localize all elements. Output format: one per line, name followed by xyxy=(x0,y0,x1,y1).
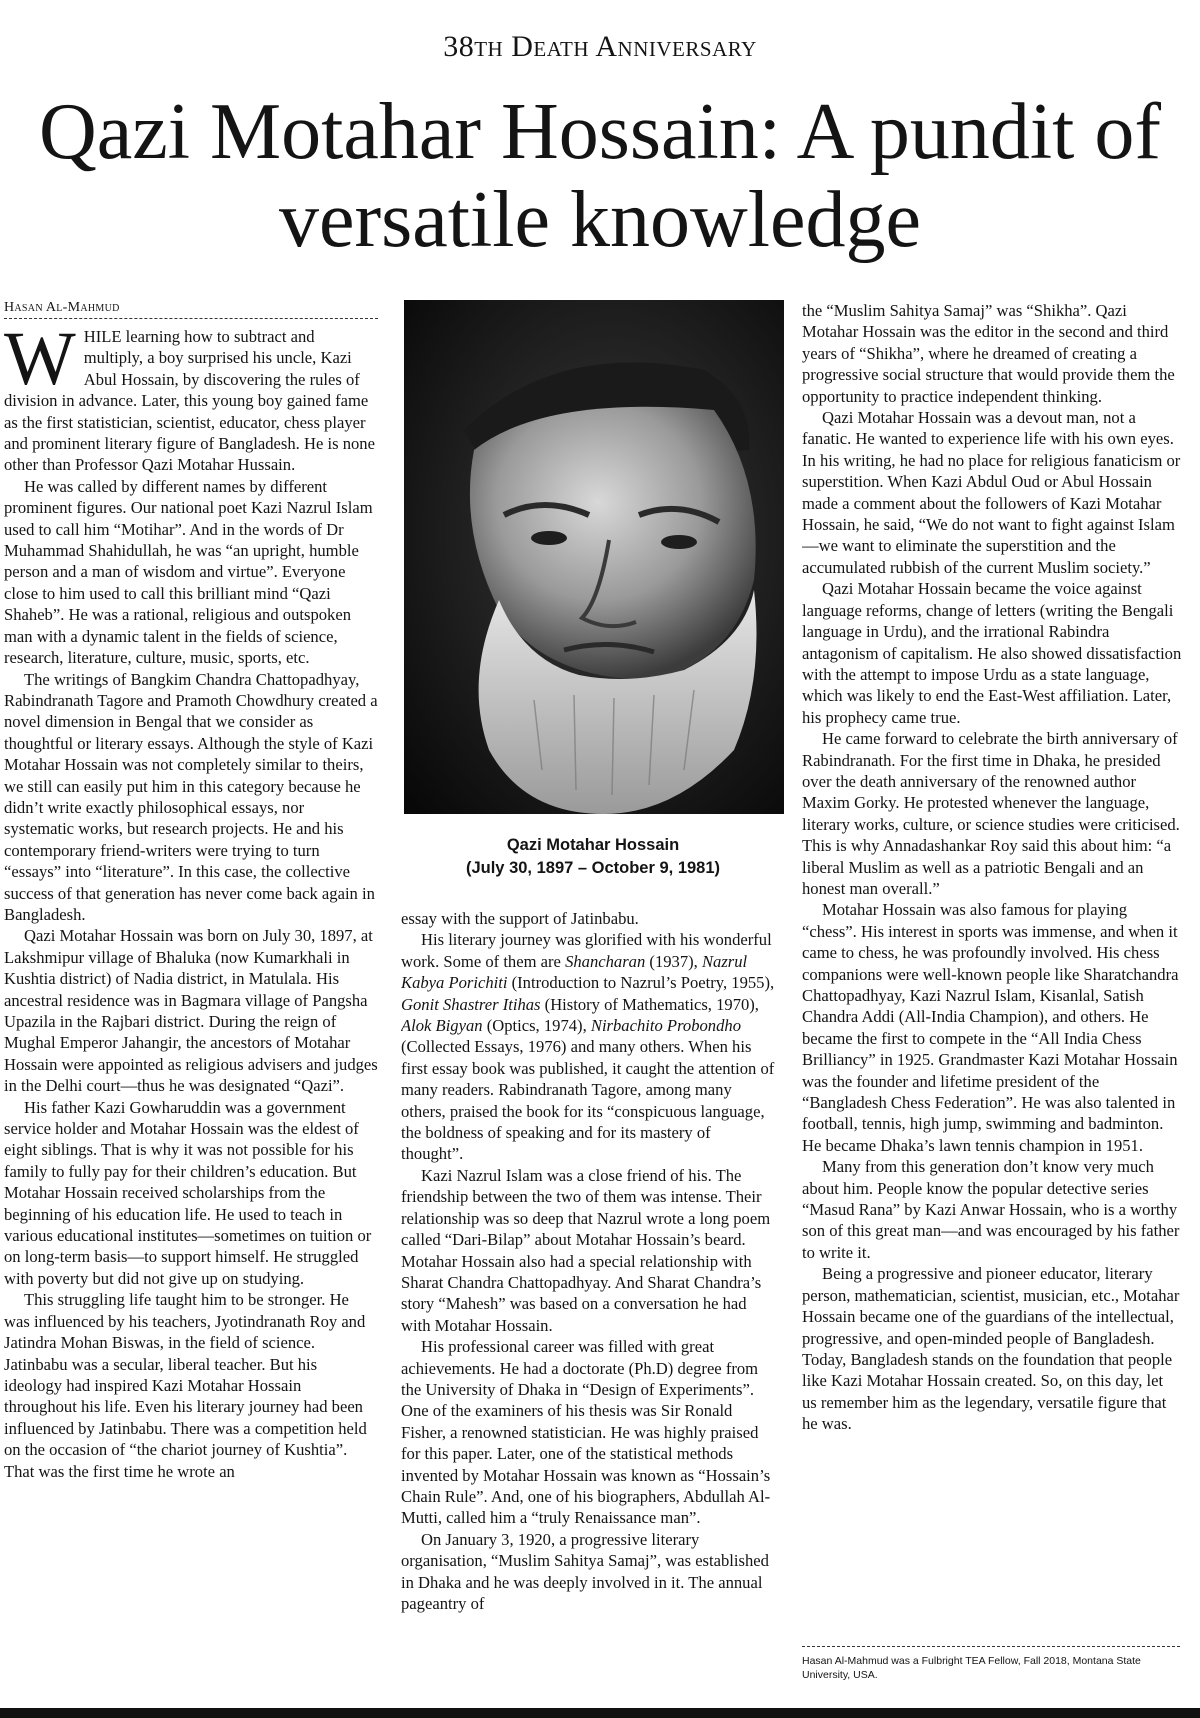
portrait-photo xyxy=(404,300,784,814)
caption-name: Qazi Motahar Hossain xyxy=(506,836,680,854)
article-paragraph: Many from this generation don’t know very much about him. People know the popular detective series “Masud Rana” by Kazi Anwar Hossain, who is a worthy son of this great man—and was encouraged by his father to write it. xyxy=(802,1157,1180,1262)
article-paragraph: Motahar Hossain was also famous for playing “chess”. His interest in sports was immense, and when it came to chess, he was profoundly involved. His chess companions were well-known people like Sharatchandra Chattopadhyay, Kazi Nazrul Islam, Kisanlal, Satish Chandra Addi (All-India Champion), and others. He became the first to compete in the “All India Chess Brilliancy” in 1925. Grandmaster Kazi Motahar Hossain was the founder and lifetime president of the “Bangladesh Chess Federation”. He was also talented in football, tennis, high jump, swimming and badminton. He became Dhaka’s lawn tennis champion in 1951. xyxy=(802,900,1179,1155)
caption-dates: (July 30, 1897 – October 9, 1981) xyxy=(465,859,721,877)
author-footnote: Hasan Al-Mahmud was a Fulbright TEA Fellow, Fall 2018, Montana State University, USA. xyxy=(802,1655,1141,1681)
article-paragraph: Qazi Motahar Hossain became the voice against language reforms, change of letters (writing the Bengali language in Urdu), and the irrational Rabindra antagonism of capitalism. He also showed dissatisfaction with the attempt to impose Urdu as a state language, which was likely to end the East-West affiliation. Later, his prophecy came true. xyxy=(802,579,1182,727)
byline-divider xyxy=(4,318,378,319)
article-paragraph: He came forward to celebrate the birth anniversary of Rabindranath. For the first time in Dhaka, he presided over the death anniversary of the renowned author Maxim Gorky. He protested whenever the language, literary works, culture, or science studies were criticised. This is why Annadashankar Roy said this about him: “a liberal Muslim as well as a patriotic Bengali and an honest man overall.” xyxy=(802,729,1180,898)
article-paragraph: Being a progressive and pioneer educator, literary person, mathematician, scientist, musician, etc., Motahar Hossain became one of the guardians of the intellectual, progressive, and open-minded people of Bangladesh. Today, Bangladesh stands on the foundation that people like Kazi Motahar Hossain created. So, on this day, let us remember him as the legendary, versatile figure that he was. xyxy=(802,1264,1180,1434)
page-bottom-border xyxy=(0,1708,1200,1718)
article-paragraph: This struggling life taught him to be stronger. He was influenced by his teachers, Jyotindranath Roy and Jatindra Mohan Biswas, in the field of science. Jatinbabu was a secular, liberal teacher. But his ideology had inspired Kazi Motahar Hossain throughout his life. Even his literary journey had been influenced by Jatinbabu. There was a competition held on the occasion of “the chariot journey of Kushtia”. That was the first time he wrote an xyxy=(4,1290,367,1481)
byline: Hasan Al-Mahmud xyxy=(4,300,120,315)
article-column-3 xyxy=(802,300,1182,1650)
article-paragraph: His father Kazi Gowharuddin was a government service holder and Motahar Hossain was the eldest of eight siblings. That is why it was not possible for his family to fully pay for their children’s education. But Motahar Hossain received scholarships from the beginning of his education life. He used to teach in various educational institutes—sometimes on tuition or on long-term basis—to support himself. He struggled with poverty but did not give up on studying. xyxy=(4,1097,372,1288)
article-paragraph: Kazi Nazrul Islam was a close friend of his. The friendship between the two of them was intense. Their relationship was so deep that Nazrul wrote a long poem called “Dari-Bilap” about Motahar Hossain’s beard. Motahar Hossain also had a special relationship with Sharat Chandra Chattopadhyay. And Sharat Chandra’s story “Mahesh” was based on a conversation he had with Motahar Hossain. xyxy=(401,1165,771,1335)
photo-caption xyxy=(400,834,786,880)
article-paragraph: the “Muslim Sahitya Samaj” was “Shikha”. Qazi Motahar Hossain was the editor in the second and third years of “Shikha”, where he dreamed of creating a progressive social structure that would provide them the opportunity to practice independent thinking. xyxy=(802,301,1175,406)
article-paragraph: His literary journey was glorified with his wonderful work. Some of them are Shancharan (1937), Nazrul Kabya Porichiti (Introduction to Nazrul’s Poetry, 1955), Gonit Shastrer Itihas (History of Mathematics, 1970), Alok Bigyan (Optics, 1974), Nirbachito Probondho (Collected Essays, 1976) and many others. When his first essay book was published, it caught the attention of many readers. Rabindranath Tagore, among many others, praised the book for its “conspicuous language, the boldness of speaking and for its mastery of thought”. xyxy=(401,930,775,1164)
headline: Qazi Motahar Hossain: A pundit of versatile knowledge xyxy=(38,88,1162,264)
article-paragraph: Qazi Motahar Hossain was born on July 30, 1897, at Lakshmipur village of Bhaluka (now Kumarkhali in Kushtia district) of Nadia district, in Matulala. His ancestral residence was in Bagmara village of Pangsha Upazila in the Rajbari district. During the reign of Mughal Emperor Jahangir, the ancestors of Motahar Hossain were appointed as religious advisers and judges in the Delhi court—thus he was designated “Qazi”. xyxy=(4,926,378,1096)
article-paragraph: He was called by different names by different prominent figures. Our national poet Kazi Nazrul Islam used to call him “Motihar”. And in the words of Dr Muhammad Shahidullah, he was “an upright, humble person and a man of wisdom and virtue”. Everyone close to him used to call this brilliant mind “Qazi Shaheb”. He was a rational, religious and outspoken man with a dynamic talent in the fields of science, research, literature, culture, music, sports, etc. xyxy=(4,476,373,668)
drop-cap: W xyxy=(4,326,76,401)
article-paragraph: Qazi Motahar Hossain was a devout man, not a fanatic. He wanted to experience life with his own eyes. In his writing, he had no place for religious fanaticism or superstition. When Kazi Abdul Oud or Abul Hossain made a comment about the followers of Kazi Motahar Hossain, he said, “We do not want to fight against Islam—we want to eliminate the superstition and the accumulated rubbish of the current Muslim society.” xyxy=(802,408,1181,577)
article-paragraph: essay with the support of Jatinbabu. xyxy=(401,909,639,928)
article-paragraph: His professional career was filled with great achievements. He had a doctorate (Ph.D) degree from the University of Dhaka in “Design of Experiments”. One of the examiners of his thesis was Sir Ronald Fisher, a renowned statistician. He was highly praised for this paper. Later, one of the statistical methods invented by Motahar Hossain was known as “Hossain’s Chain Rule”. And, one of his biographers, Abdullah Al-Mutti, called him a “truly Renaissance man”. xyxy=(401,1337,771,1528)
article-column-2 xyxy=(401,908,777,1718)
footnote-divider xyxy=(802,1646,1180,1647)
article-paragraph: The writings of Bangkim Chandra Chattopadhyay, Rabindranath Tagore and Pramoth Chowdhury created a novel dimension in Bengal that we consider as thoughtful or literary essays. Although the style of Kazi Motahar Hossain was not completely similar to theirs, we still can easily put him in this category because he didn’t write exactly philosophical essays, nor systematic works, but research projects. He and his contemporary friend-writers were trying to turn “essays” into “literature”. In this case, the collective success of that generation has never come back again in Bangladesh. xyxy=(4,669,378,924)
section-kicker: 38th Death Anniversary xyxy=(443,30,757,63)
article-paragraph: WHILE learning how to subtract and multiply, a boy surprised his uncle, Kazi Abul Hossain, by discovering the rules of division in advance. Later, this young boy gained fame as the first statistician, scientist, educator, chess player and prominent literary figure of Bangladesh. He is none other than Professor Qazi Motahar Hussain. xyxy=(4,326,375,475)
article-paragraph: On January 3, 1920, a progressive literary organisation, “Muslim Sahitya Samaj”, was established in Dhaka and he was deeply involved in it. The annual pageantry of xyxy=(401,1529,769,1613)
article-column-1 xyxy=(4,326,378,1718)
